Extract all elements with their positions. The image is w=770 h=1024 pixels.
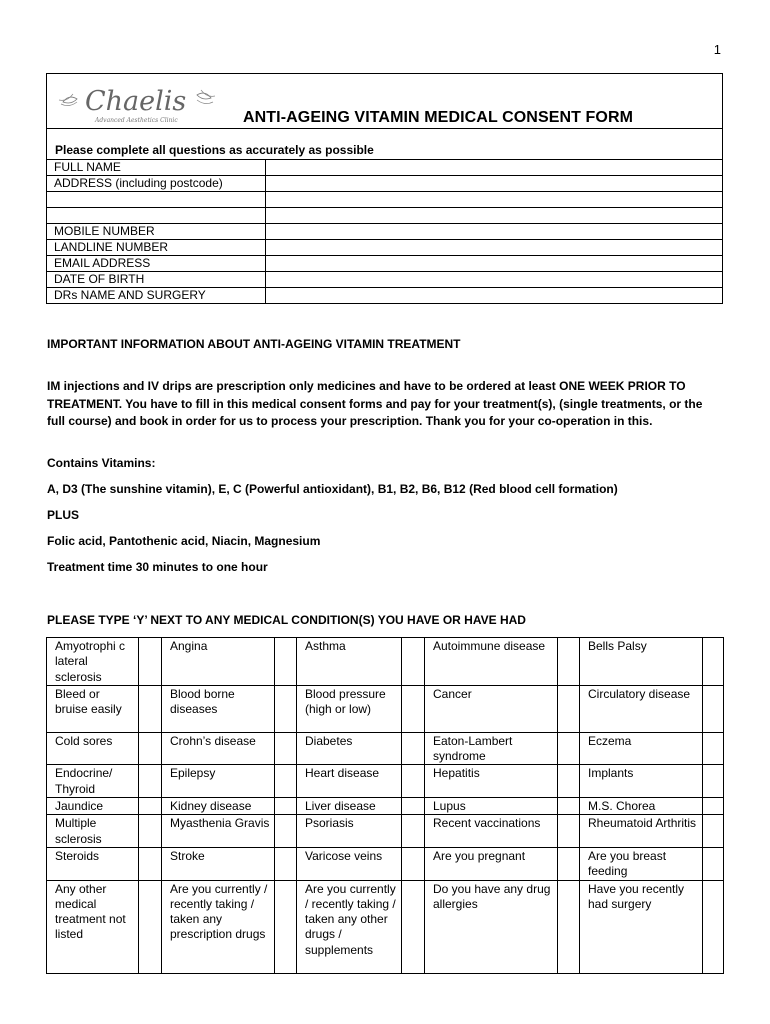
important-heading: IMPORTANT INFORMATION ABOUT ANTI-AGEING VITAMIN TREATMENT xyxy=(47,337,461,351)
condition-answer-box[interactable] xyxy=(139,880,162,973)
condition-label: Varicose veins xyxy=(297,847,402,880)
condition-answer-box[interactable] xyxy=(139,765,162,798)
vitamins-list: A, D3 (The sunshine vitamin), E, C (Powerful antioxidant), B1, B2, B6, B12 (Red blood cell formation) xyxy=(47,482,618,496)
condition-label: Lupus xyxy=(425,798,558,815)
condition-answer-box[interactable] xyxy=(558,732,580,765)
condition-answer-box[interactable] xyxy=(402,847,425,880)
condition-answer-box[interactable] xyxy=(275,638,297,686)
condition-answer-box[interactable] xyxy=(139,798,162,815)
condition-answer-box[interactable] xyxy=(558,798,580,815)
conditions-heading: PLEASE TYPE ‘Y’ NEXT TO ANY MEDICAL CONDITION(S) YOU HAVE OR HAVE HAD xyxy=(47,613,526,627)
info-value-field[interactable] xyxy=(266,256,723,272)
info-row xyxy=(47,224,723,240)
info-label xyxy=(47,208,266,224)
condition-row xyxy=(47,685,724,732)
personal-info-table xyxy=(46,159,723,304)
condition-label: Eczema xyxy=(580,732,703,765)
info-label: DATE OF BIRTH xyxy=(47,272,266,288)
info-instruction: Please complete all questions as accurately as possible xyxy=(55,143,374,157)
condition-answer-box[interactable] xyxy=(558,765,580,798)
condition-answer-box[interactable] xyxy=(275,732,297,765)
info-row xyxy=(47,272,723,288)
condition-label: Do you have any drug allergies xyxy=(425,880,558,973)
condition-label: Psoriasis xyxy=(297,815,402,848)
condition-label: Are you pregnant xyxy=(425,847,558,880)
important-paragraph: IM injections and IV drips are prescription only medicines and have to be ordered at least ONE WEEK PRIOR TO TREATMENT. You have to fill in this medical consent forms and pay for your treatment(s), (single treatments, or the full course) and book in order for us to process your prescription. Thank you for your co-operation in this. xyxy=(47,379,703,428)
condition-label: Cold sores xyxy=(47,732,139,765)
condition-answer-box[interactable] xyxy=(558,847,580,880)
condition-label: Epilepsy xyxy=(162,765,275,798)
info-label: DRs NAME AND SURGERY xyxy=(47,288,266,304)
info-label: MOBILE NUMBER xyxy=(47,224,266,240)
form-header xyxy=(46,73,723,129)
info-row xyxy=(47,176,723,192)
condition-label: Hepatitis xyxy=(425,765,558,798)
condition-label: Kidney disease xyxy=(162,798,275,815)
condition-label: Multiple sclerosis xyxy=(47,815,139,848)
svg-text:Chaelis: Chaelis xyxy=(85,86,187,117)
info-row xyxy=(47,288,723,304)
condition-answer-box[interactable] xyxy=(275,798,297,815)
condition-label: Stroke xyxy=(162,847,275,880)
condition-answer-box[interactable] xyxy=(139,815,162,848)
condition-label: Asthma xyxy=(297,638,402,686)
condition-label: Bleed or bruise easily xyxy=(47,685,139,732)
condition-label: Blood borne diseases xyxy=(162,685,275,732)
condition-label: Endocrine/ Thyroid xyxy=(47,765,139,798)
condition-answer-box[interactable] xyxy=(558,638,580,686)
condition-label: Rheumatoid Arthritis xyxy=(580,815,703,848)
info-label: EMAIL ADDRESS xyxy=(47,256,266,272)
condition-answer-box[interactable] xyxy=(402,765,425,798)
info-row xyxy=(47,256,723,272)
info-label: ADDRESS (including postcode) xyxy=(47,176,266,192)
condition-label: Amyotrophi c lateral sclerosis xyxy=(47,638,139,686)
condition-answer-box[interactable] xyxy=(139,847,162,880)
condition-label: Steroids xyxy=(47,847,139,880)
condition-answer-box[interactable] xyxy=(275,815,297,848)
condition-label: Implants xyxy=(580,765,703,798)
condition-label: Myasthenia Gravis xyxy=(162,815,275,848)
info-value-field[interactable] xyxy=(266,208,723,224)
contains-vitamins-label: Contains Vitamins: xyxy=(47,456,156,470)
info-value-field[interactable] xyxy=(266,160,723,176)
info-row xyxy=(47,240,723,256)
condition-label: M.S. Chorea xyxy=(580,798,703,815)
condition-label: Recent vaccinations xyxy=(425,815,558,848)
info-row xyxy=(47,192,723,208)
info-row xyxy=(47,160,723,176)
info-value-field[interactable] xyxy=(266,224,723,240)
clinic-logo xyxy=(49,76,229,126)
condition-label: Liver disease xyxy=(297,798,402,815)
condition-answer-box[interactable] xyxy=(275,847,297,880)
condition-row xyxy=(47,638,724,686)
condition-label: Eaton-Lambert syndrome xyxy=(425,732,558,765)
condition-answer-box[interactable] xyxy=(558,815,580,848)
info-value-field[interactable] xyxy=(266,176,723,192)
condition-row xyxy=(47,880,724,973)
condition-answer-box[interactable] xyxy=(703,685,724,732)
condition-answer-box[interactable] xyxy=(703,765,724,798)
condition-label: Are you breast feeding xyxy=(580,847,703,880)
condition-answer-box[interactable] xyxy=(703,732,724,765)
condition-label: Crohn’s disease xyxy=(162,732,275,765)
condition-answer-box[interactable] xyxy=(703,847,724,880)
plus-label: PLUS xyxy=(47,508,80,522)
info-value-field[interactable] xyxy=(266,192,723,208)
condition-answer-box[interactable] xyxy=(139,732,162,765)
condition-label: Autoimmune disease xyxy=(425,638,558,686)
condition-answer-box[interactable] xyxy=(139,685,162,732)
info-instruction-row xyxy=(46,129,723,159)
extra-ingredients: Folic acid, Pantothenic acid, Niacin, Magnesium xyxy=(47,534,321,548)
condition-answer-box[interactable] xyxy=(275,765,297,798)
info-value-field[interactable] xyxy=(266,272,723,288)
svg-text:Advanced Aesthetics Clinic: Advanced Aesthetics Clinic xyxy=(95,117,178,124)
condition-row xyxy=(47,732,724,765)
info-value-field[interactable] xyxy=(266,240,723,256)
condition-label: Angina xyxy=(162,638,275,686)
treatment-time: Treatment time 30 minutes to one hour xyxy=(47,560,268,574)
condition-label: Are you currently / recently taking / taken any prescription drugs xyxy=(162,880,275,973)
condition-answer-box[interactable] xyxy=(402,815,425,848)
info-label: LANDLINE NUMBER xyxy=(47,240,266,256)
condition-label: Any other medical treatment not listed xyxy=(47,880,139,973)
condition-answer-box[interactable] xyxy=(402,638,425,686)
condition-answer-box[interactable] xyxy=(703,798,724,815)
condition-answer-box[interactable] xyxy=(402,685,425,732)
condition-answer-box[interactable] xyxy=(139,638,162,686)
condition-label: Diabetes xyxy=(297,732,402,765)
page-number: 1 xyxy=(713,42,721,57)
condition-row xyxy=(47,765,724,798)
condition-label: Are you currently / recently taking / taken any other drugs / supplements xyxy=(297,880,402,973)
condition-label: Heart disease xyxy=(297,765,402,798)
info-label xyxy=(47,192,266,208)
condition-row xyxy=(47,815,724,848)
condition-label: Have you recently had surgery xyxy=(580,880,703,973)
condition-label: Circulatory disease xyxy=(580,685,703,732)
medical-conditions-table xyxy=(46,637,724,974)
condition-answer-box[interactable] xyxy=(402,798,425,815)
condition-answer-box[interactable] xyxy=(703,815,724,848)
condition-answer-box[interactable] xyxy=(402,732,425,765)
condition-answer-box[interactable] xyxy=(558,685,580,732)
condition-row xyxy=(47,798,724,815)
condition-label: Bells Palsy xyxy=(580,638,703,686)
condition-answer-box[interactable] xyxy=(703,638,724,686)
info-row xyxy=(47,208,723,224)
condition-row xyxy=(47,847,724,880)
condition-answer-box[interactable] xyxy=(275,685,297,732)
form-title: ANTI-AGEING VITAMIN MEDICAL CONSENT FORM xyxy=(243,109,634,126)
condition-answer-box[interactable] xyxy=(703,880,724,973)
condition-answer-box[interactable] xyxy=(402,880,425,973)
condition-label: Cancer xyxy=(425,685,558,732)
condition-label: Jaundice xyxy=(47,798,139,815)
info-label: FULL NAME xyxy=(47,160,266,176)
info-value-field[interactable] xyxy=(266,288,723,304)
condition-label: Blood pressure (high or low) xyxy=(297,685,402,732)
condition-answer-box[interactable] xyxy=(558,880,580,973)
condition-answer-box[interactable] xyxy=(275,880,297,973)
